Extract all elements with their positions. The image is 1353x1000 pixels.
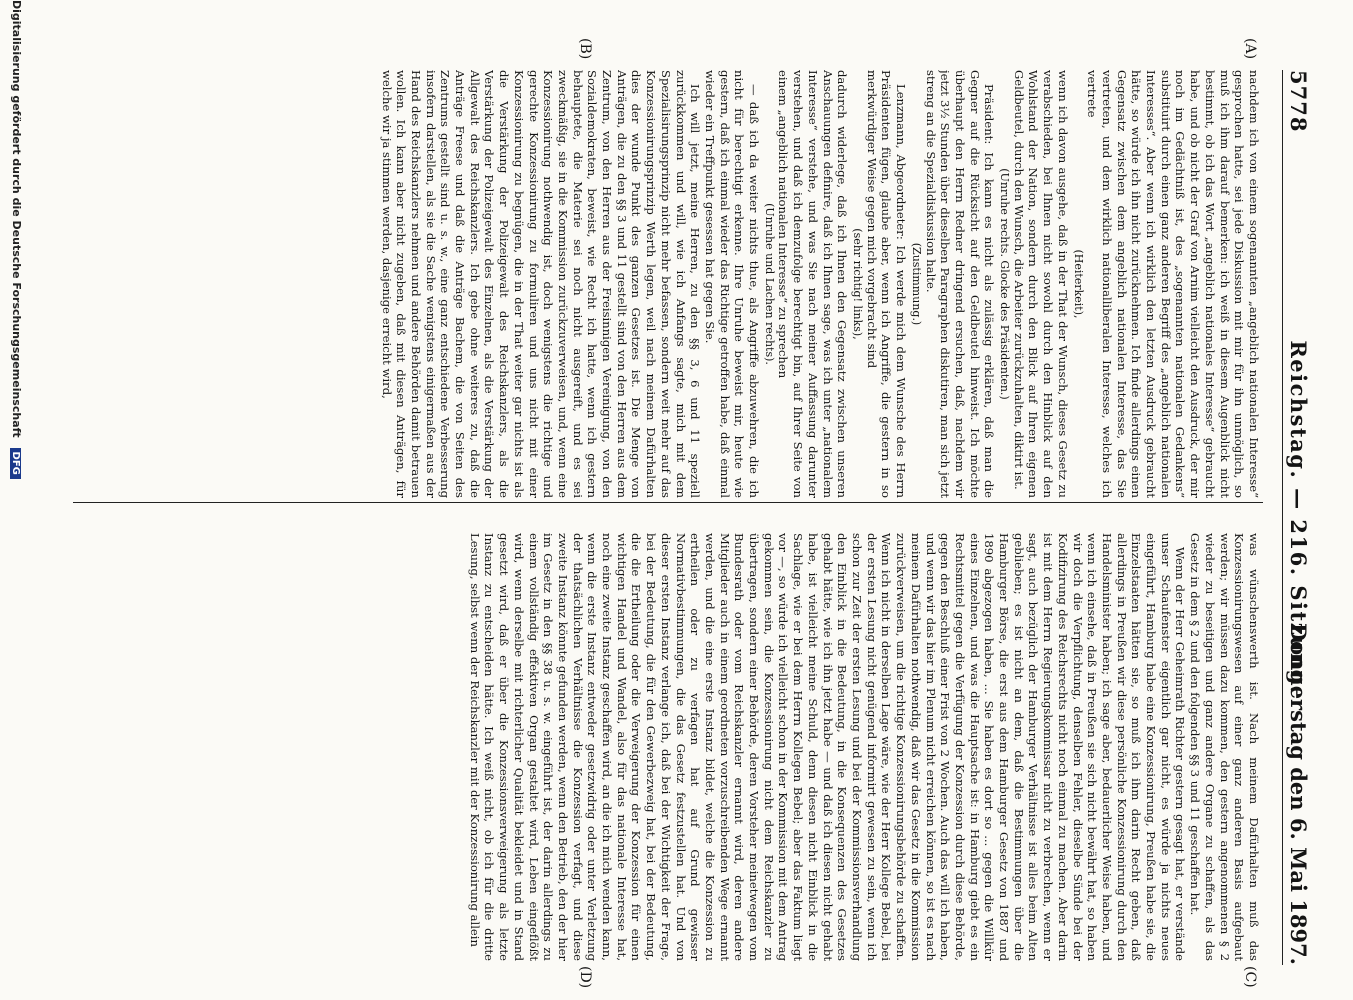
left-column [76, 70, 1261, 498]
page-title: Reichstag. — 216. Sitzung. [1286, 340, 1311, 695]
digitization-credit [10, 0, 23, 1000]
paragraph: dadurch widerlege, daß ich Ihnen den Gegensatz zwischen unseren Anschauungen definire, daß ich Ihnen sage, was ich unter „nationalem Interesse“ verstehe, und was Sie nach meiner Auffassung darunter verstehen, und daß ich demzufolge berechtigt bin, auf Ihrer Seite von einem „angeblich nationalen Interesse“ zu sprechen [776, 70, 850, 498]
interjection: (Zustimmung.) [909, 242, 923, 326]
dfg-logo: DFG [10, 448, 21, 479]
marker-d: (D) [577, 966, 593, 989]
interjection: (Unruhe und Lachen rechts). [762, 203, 776, 365]
paragraph: was wünschenswerth ist. Nach meinem Dafürhalten muß das Konzessionirungswesen auf einer ganz anderen Basis aufgebaut werden; wir müssen dazu kommen, den gestern angenommenen § 2 wieder zu beseitigen und ganz andere Organe zu schaffen, als das Gesetz in dem § 2 und den folgenden §§ 3 und 11 geschaffen hat. [1188, 533, 1261, 961]
right-column [76, 533, 1261, 961]
paragraph: nachdem ich von einem sogenannten „angeblich nationalen Interesse“ gesprochen hatte, sei jede Diskussion mit mir für ihn unmöglich, so muß ich ihm darauf bemerken: ich weiß in diesem Augenblick nicht bestimmt, ob ich das Wort „angeblich nationales Interesse“ gebraucht habe, und ob nicht der Graf von Arnim vielleicht den Ausdruck, der mir noch im Gedächtniß ist, des „sogenannten nationalen Gedankens“ substituirt durch einen ganz anderen Begriff des „angeblich nationalen Interesses“. Aber wenn ich wirklich den letzten Ausdruck gebraucht hätte, so würde ich ihn nicht zurücknehmen. Ich finde allerdings einen Gegensatz zwischen dem angeblich nationalen Interesse, das Sie vertreten, und dem wirklich nationalliberalen Interesse, welches ich vertrete [1085, 70, 1261, 498]
speaker-paragraph: Präsident: Ich kann es nicht als zulässig erklären, daß man die Gegner auf die Rücksicht auf den Geldbeutel hinweist. Ich möchte überhaupt den Herrn Redner dringend ersuchen, daß, nachdem wir jetzt 3½ Stunden über dieselben Paragraphen diskutiren, man sich jetzt streng an die Spezialdiskussion halte. [923, 70, 997, 498]
marker-c: (C) [1242, 966, 1258, 988]
paragraph: wenn ich davon ausgehe, daß in der That der Wunsch, dieses Gesetz zu verabschieden, bei Ihnen nicht sowohl durch den Hinblick auf den Wohlstand der Nation, sondern durch den Blick auf Ihren eigenen Geldbeutel, durch den Wunsch, die Arbeiter zurückzuhalten, diktirt ist. [1011, 70, 1070, 498]
paragraph: — daß ich da weiter nichts thue, als Angriffe abzuwehren, die ich nicht für berechtigt erkenne. Ihre Unruhe beweist mir, heute wie gestern, daß ich einmal wieder das Richtige getroffen habe, daß einmal wieder ein Treffpunkt gesessen hat gegen Sie. [702, 70, 762, 498]
column-divider [73, 502, 1263, 503]
interjection: (Unruhe rechts. Glocke des Präsidenten.) [998, 168, 1012, 400]
marker-b: (B) [577, 38, 593, 60]
paragraph: Wenn der Herr Geheimrath Richter gestern gesagt hat, er verstände unser Schaufenster eigentlich gar nicht, es würde ja nichts neues eingeführt, Hamburg habe eine Konzessionirung, Preußen habe sie, die Einzelstaaten hätten sie, so muß ich ihm darin Recht geben, daß allerdings in Preußen wir diese persönliche Konzessionirung durch den Handelsminister haben; ich sage aber, bedauerlicher Weise haben, und wenn ich einsehe, daß in Preußen sie sich nicht bewährt hat, so haben wir doch die Verpflichtung, denselben Fehler, dieselbe Sünde bei der Kodifizirung des Reichsrechts nicht noch einmal zu machen. Aber darin ist mit dem Herrn Regierungskommissar nicht zu verbrechen, wenn er sagt, auch bezüglich der Hamburger Verhältnisse ist alles beim Alten geblieben; es ist nicht an dem, daß die Bestimmungen über die Hamburger Börse, die erst aus dem Hamburger Gesetz von 1887 und 1890 abgezogen haben, ... Sie haben es dort so ... gegen die Willkür eines Einzelnen, und was die Hauptsache ist: in Hamburg giebt es ein Rechtsmittel gegen die Verfügung der Konzession durch diese Behörde, gegen den Beschluß einer Frist von 2 Wochen. Auch das will ich haben, und wenn wir das hier im Plenum nicht erreichen können, so ist es nach meinem Dafürhalten nothwendig, daß wir das Gesetz in die Kommission zurückverweisen, um die richtige Konzessionirungsbehörde zu schaffen. Wenn ich nicht in derselben Lage wäre, wie der Herr Kollege Bebel, bei der ersten Lesung nicht genügend informirt gewesen zu sein, wenn ich schon zur Zeit der ersten Lesung und bei der Kommissionsverhandlung den Einblick in die Bedeutung, in die Konsequenzen des Gesetzes gehabt hätte, wie ich ihn jetzt habe — und daß ich diesen nicht gehabt habe, ist vielleicht meine Schuld, denn diesen nicht Einblick in die Sachlage, wie er bei dem Herrn Kollegen Bebel; aber das Faktum liegt vor —, so würde ich vielleicht schon in der Kommission mit dem Antrag gekommen sein, die Konzessionirung nicht dem Reichskanzler zu übertragen, sondern einer Behörde, deren Vorsteher meinetwegen vom Bundesrath oder vom Reichskanzler ernannt wird, deren andere Mitglieder auch in einem geordneten vorzuschreibenden Wege ernannt werden, und die eine erste Instanz bildet, welche die Konzession zu ertheilen oder zu verfagen hat auf Grund gewisser Normativbestimmungen, die das Gesetz festzustellen hat. Und von dieser ersten Instanz verlange ich, daß bei der Wichtigkeit der Frage, bei der Bedeutung, die für den Gewerbezweig hat, bei der Bedeutung, die die Ertheilung oder die Verweigerung der Konzession für einen wichtigen Handel und Wandel, also für das nationale Interesse hat, noch eine zweite Instanz geschaffen wird, an die ich mich wenden kann, wenn die erste Instanz entweder gesetzwidrig oder unter Verletzung der thatsächlichen Verhältnisse die Konzession verfagt, und diese zweite Instanz könnte gefunden werden, wenn den Betrieb, den der hier im Gesetz in den §§ 38 u. s. w. eingeführt ist, der darin allerdings zu einem vollständig effektiven Organ gestaltet wird, Leben eingeflößt wird, wenn derselbe mit richterlicher Qualität bekleidet und in Stand gesetzt wird, daß er über die Konzessionsverweigerung als letzte Instanz zu entscheiden hätte. Ich weiß nicht, ob ich für die dritte Lesung, selbst wenn der Reichskanzler mit der Konzessionirung allein [467, 533, 1188, 961]
speaker-paragraph: Lenzmann, Abgeordneter: Ich werde mich dem Wunsche des Herrn Präsidenten fügen, glaube aber, wenn ich Angriffe, die gestern in so merkwürdiger Weise gegen mich vorgebracht sind [864, 70, 909, 498]
page-header [1282, 70, 1313, 965]
interjection: (sehr richtig! links), [851, 228, 865, 340]
session-date: Donnerstag den 6. Mai 1897. [1286, 622, 1311, 965]
credit-text: Digitalisierung gefördert durch die Deutsche Forschungsgemeinschaft [10, 0, 23, 438]
page-number: 5778 [1286, 70, 1311, 133]
marker-a: (A) [1242, 38, 1258, 60]
paragraph: Ich will jetzt, meine Herren, zu den §§ 3, 6 und 11 speziell zurückkommen und will, wie ich Anfangs sagte, mich mit dem Spezialisirungsprinzip nicht mehr befassen, sondern weit mehr auf das Konzessionirungsprinzip Werth legen, weil nach meinem Dafürhalten dies der wunde Punkt des ganzen Gesetzes ist. Die Menge von Anträgen, die zu den §§ 3 und 11 gestellt sind von den Herren aus dem Zentrum, von den Herren aus der Freisinnigen Vereinigung, von den Sozialdemokraten, beweist, wie Recht ich hatte, wenn ich gestern behauptete, die Materie sei noch nicht ausgereift, und es sei zweckmäßig, sie in die Kommission zurückzuverweisen, und, wenn eine Konzessionirung nothwendig ist, doch wenigstens die richtige und gerechte Konzessionirung zu formuliren und uns nicht mit einer Konzessionirung zu begnügen, die in der That weiter gar nichts ist als die Verstärkung der Polizeigewalt des Reichskanzlers, als die Verstärkung der Polizeigewalt des Einzelnen, als die Verstärkung der Allgewalt des Reichskanzlers. Ich gebe ohne weiteres zu, daß die Anträge Freese und daß die Anträge Bachem, die von Seiten des Zentrums gestellt sind u. s. w., eine ganz entschiedene Verbesserung insofern darstellen, als sie die Sache wenigstens einigermaßen aus der Hand des Reichskanzlers nehmen und andere Behörden damit betrauen wollen. Ich kann aber nicht zugeben, daß mit diesen Anträgen, für welche wir ja stimmen werden, dasjenige erreicht wird, [379, 70, 703, 498]
interjection: (Heiterkeit), [1071, 249, 1085, 319]
